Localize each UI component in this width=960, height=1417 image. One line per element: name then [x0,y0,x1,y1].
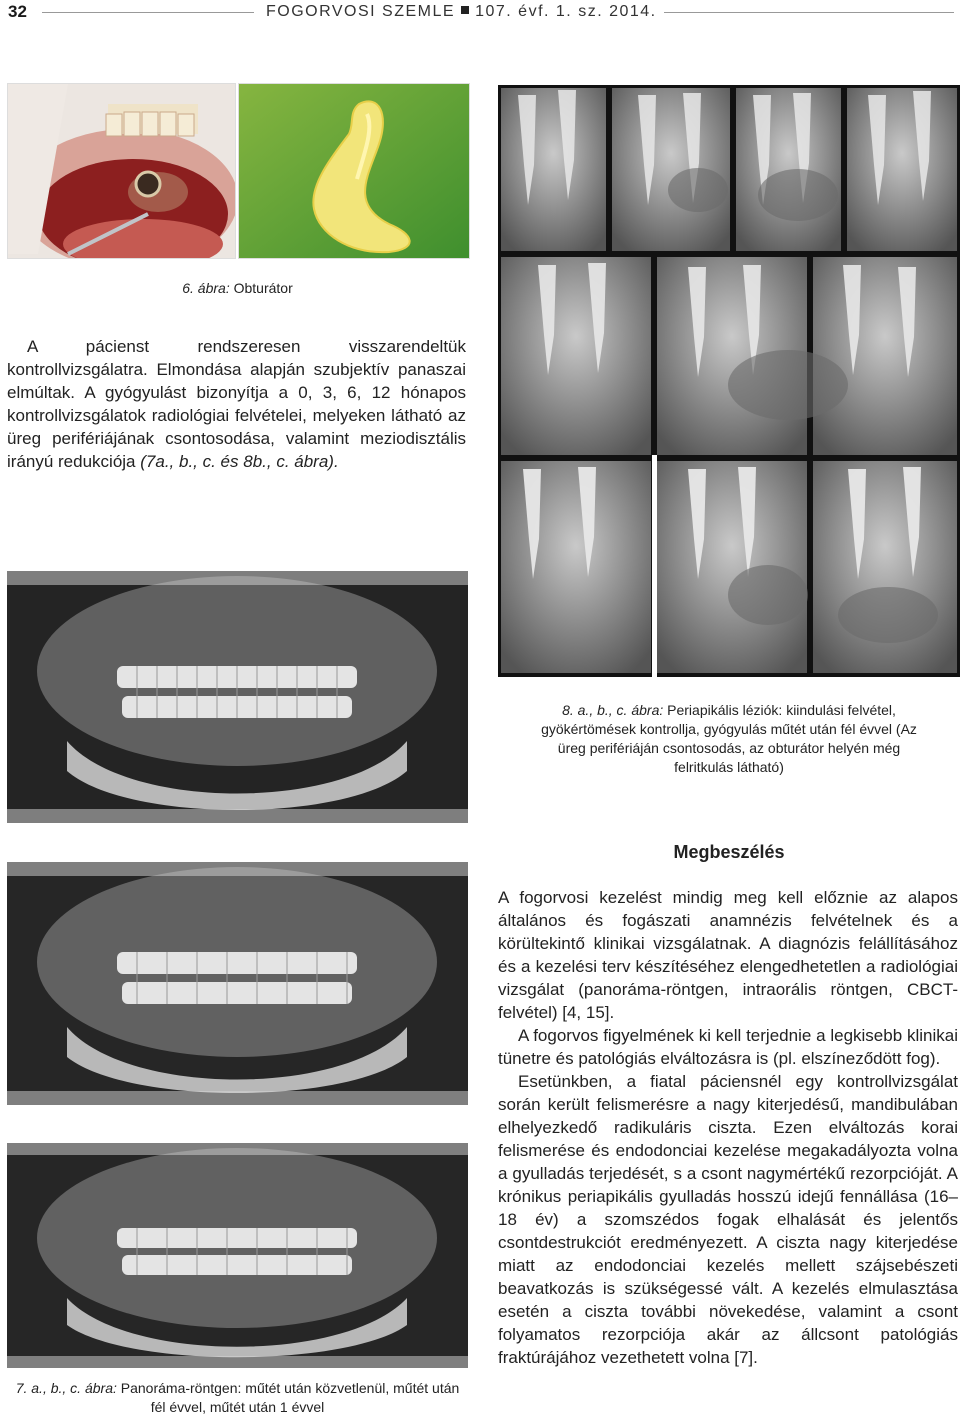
discussion-paragraph-3: Esetünkben, a fiatal páciensnél egy kontrollvizsgálat során került felismerésre a nagy kiterjedésű, mandibulában elhelyezkedő radikuláris ciszta. Ezen elváltozás korai felismerése és endodonciai kezelése megakadályozta volna a gyulladás terjedését, s a csont nagymértékű rezorpcióját. A krónikus periapikális gyulladás hosszú idejű fennállása (16–18 év) a szomszédos fogak elhalását és jelentős csontdestrukciót eredményezett. A ciszta nagy kiterjedése miatt az endodonciai kezelés mellett szájsebészeti beavatkozás is szükségessé vált. A kezelés elmulasztása esetén a ciszta további növekedése, valamint a csont folyamatos rezorpciója akár az állcsont patológiás fraktúrájához vezethetett volna [7]. [498,1072,958,1367]
figure6-text: Obturátor [233,280,293,296]
figure8-text: Periapikális léziók: kiindulási felvétel, gyökértömések kontrollja, gyógyulás műtét után fél évvel (Az üreg perifériáján csontosodás, az obturátor helyén még felritkulás látható) [541,702,917,775]
issue-info: 107. évf. 1. sz. 2014. [475,3,657,20]
figure8-caption [530,701,928,777]
page-number: 32 [8,2,27,21]
discussion-body [498,886,958,1369]
figure6-caption [7,279,468,298]
figure7a-panoramic-xray [7,571,468,823]
header-rule-left [42,12,254,13]
intro-paragraph [7,335,466,473]
figure7-text: Panoráma-röntgen: műtét után közvetlenül, műtét után fél évvel, műtét után 1 évvel [120,1380,460,1415]
figure7-caption [7,1379,468,1417]
discussion-paragraph-1: A fogorvosi kezelést mindig meg kell előznie az alapos általános és fogászati anamnézis felvételnek és a körültekintő klinikai vizsgálatnak. A diagnózis felállításához és a kezelési terv készítéséhez elengedhetetlen a radiológiai vizsgálat (panoráma-röntgen, intraorális röntgen, CBCT-felvétel) [4, 15]. [498,888,958,1022]
figure8-label: 8. a., b., c. ábra: [562,702,664,718]
figure6-label: 6. ábra: [182,280,230,296]
figure7c-panoramic-xray [7,1143,468,1368]
separator-square-icon [461,6,469,14]
figure6-intraoral-photo [7,83,236,259]
journal-name: FOGORVOSI SZEMLE [266,3,456,20]
discussion-paragraph-2: A fogorvos figyelmének ki kell terjednie a legkisebb klinikai tünetre és patológiás elváltozásra is (pl. elszíneződött fog). [498,1026,958,1068]
figure6-obturator-photo [238,83,470,259]
intro-figure-reference: (7a., b., c. és 8b., c. ábra). [140,452,339,471]
figure8-xray-grid [498,85,960,677]
intro-paragraph-text: A pácienst rendszeresen visszarendeltük kontrollvizsgálatra. Elmondása alapján szubjektív panaszai elmúltak. A gyógyulást bizonyítja a 0, 3, 6, 12 hónapos kontrollvizsgálatok radiológiai felvételei, melyeken látható az üreg perifériájának csontosodása, valamint meziodisztális irányú redukciója [7,337,466,471]
header-rule-right [664,12,954,13]
running-header [266,3,657,21]
figure7b-panoramic-xray [7,862,468,1105]
figure7-label: 7. a., b., c. ábra: [15,1380,117,1396]
discussion-heading: Megbeszélés [673,842,785,862]
